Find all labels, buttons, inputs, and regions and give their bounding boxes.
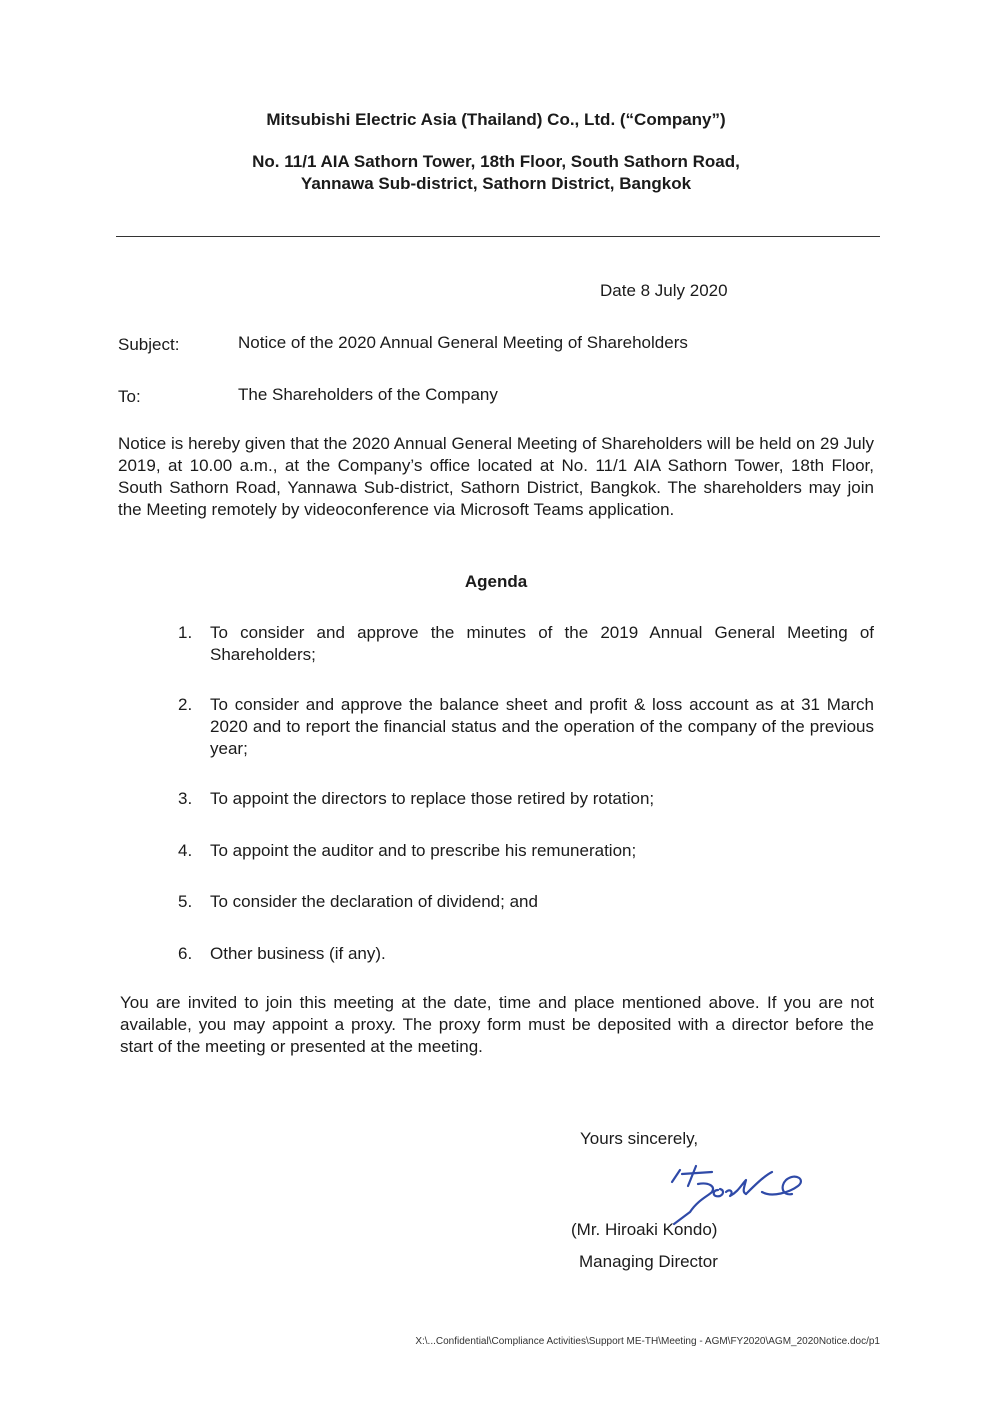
header-divider bbox=[116, 236, 880, 237]
agenda-item-number: 3. bbox=[178, 789, 193, 808]
agenda-item-number: 6. bbox=[178, 944, 193, 963]
agenda-item-number: 5. bbox=[178, 892, 193, 911]
agenda-item-text: To appoint the directors to replace those retired by rotation; bbox=[210, 789, 655, 808]
company-address-line1: No. 11/1 AIA Sathorn Tower, 18th Floor, South Sathorn Road, bbox=[252, 152, 740, 171]
signatory-title: Managing Director bbox=[579, 1252, 718, 1271]
agenda-item-number: 4. bbox=[178, 841, 193, 860]
notice-paragraph: Notice is hereby given that the 2020 Annual General Meeting of Shareholders will be held on 29 July 2019, at 10.00 a.m., at the Company’s office located at No. 11/1 AIA Sathorn Tower, 18th Floor, South Sathorn Road, Yannawa Sub-district, Sathorn District, Bangkok. The shareholders may join the Meeting remotely by videoconference via Microsoft Teams application. bbox=[118, 434, 874, 519]
signatory-name: (Mr. Hiroaki Kondo) bbox=[571, 1220, 718, 1239]
to-label: To: bbox=[118, 387, 141, 406]
agenda-item bbox=[178, 943, 874, 965]
subject-label: Subject: bbox=[118, 335, 180, 354]
letter-date: Date 8 July 2020 bbox=[600, 281, 728, 300]
subject-value: Notice of the 2020 Annual General Meeting of Shareholders bbox=[238, 333, 688, 352]
agenda-item-number: 2. bbox=[178, 695, 193, 714]
closing-salutation: Yours sincerely, bbox=[580, 1129, 699, 1148]
agenda-title: Agenda bbox=[464, 572, 528, 591]
company-name: Mitsubishi Electric Asia (Thailand) Co., Ltd. (“Company”) bbox=[266, 110, 726, 129]
company-address-line2: Yannawa Sub-district, Sathorn District, Bangkok bbox=[300, 174, 692, 193]
agenda-item-text: Other business (if any). bbox=[210, 944, 386, 963]
invitation-paragraph: You are invited to join this meeting at the date, time and place mentioned above. If you are not available, you may appoint a proxy. The proxy form must be deposited with a director before the start of the meeting or presented at the meeting. bbox=[120, 993, 874, 1056]
agenda-item bbox=[178, 694, 874, 760]
agenda-item-text: To appoint the auditor and to prescribe his remuneration; bbox=[210, 841, 637, 860]
agenda-item bbox=[178, 891, 874, 913]
agenda-item-text: To consider and approve the balance sheet and profit & loss account as at 31 March 2020 and to report the financial status and the operation of the company of the previous year; bbox=[210, 695, 874, 758]
agenda-item-text: To consider and approve the minutes of the 2019 Annual General Meeting of Shareholders; bbox=[210, 623, 874, 664]
file-path-footer: X:\...Confidential\Compliance Activities\Support ME-TH\Meeting - AGM\FY2020\AGM_2020Notice.doc/p1 bbox=[415, 1336, 880, 1347]
to-value: The Shareholders of the Company bbox=[238, 385, 498, 404]
agenda-item bbox=[178, 840, 874, 862]
agenda-item bbox=[178, 788, 874, 810]
agenda-item-text: To consider the declaration of dividend; and bbox=[210, 892, 538, 911]
agenda-item bbox=[178, 622, 874, 666]
agenda-item-number: 1. bbox=[178, 623, 193, 642]
